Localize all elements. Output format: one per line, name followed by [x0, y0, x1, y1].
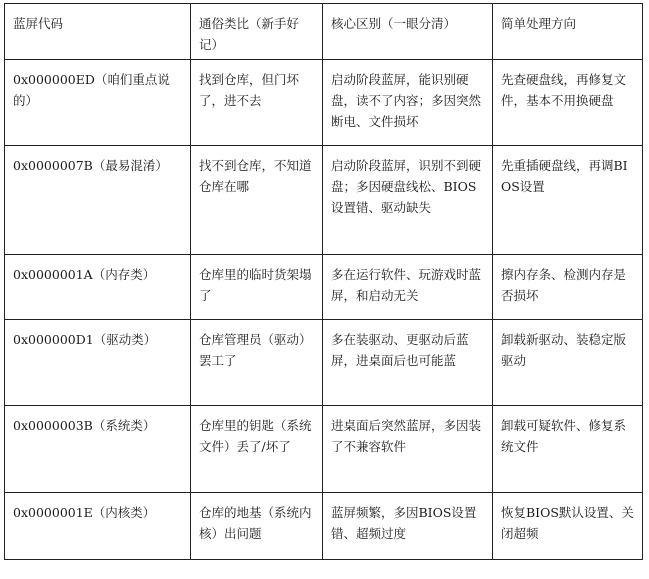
cell-fix: 擦内存条、检测内存是否损坏: [493, 255, 643, 320]
cell-code: 0x000000D1（驱动类）: [5, 320, 191, 406]
header-cell-code: 蓝屏代码: [5, 4, 191, 60]
cell-analogy: 仓库的地基（系统内核）出问题: [191, 493, 323, 560]
cell-fix: 恢复BIOS默认设置、关闭超频: [493, 493, 643, 560]
cell-fix: 先查硬盘线，再修复文件，基本不用换硬盘: [493, 60, 643, 146]
cell-difference: 进桌面后突然蓝屏，多因装了不兼容软件: [323, 406, 493, 493]
cell-difference: 多在装驱动、更驱动后蓝屏，进桌面后也可能蓝: [323, 320, 493, 406]
cell-analogy: 找到仓库，但门坏了，进不去: [191, 60, 323, 146]
cell-difference: 多在运行软件、玩游戏时蓝屏，和启动无关: [323, 255, 493, 320]
header-cell-analogy: 通俗类比（新手好记）: [191, 4, 323, 60]
cell-code: 0x000000ED（咱们重点说的）: [5, 60, 191, 146]
cell-fix: 卸载可疑软件、修复系统文件: [493, 406, 643, 493]
bsod-comparison-table-wrapper: [4, 3, 643, 560]
cell-analogy: 找不到仓库，不知道仓库在哪: [191, 146, 323, 255]
cell-fix: 先重插硬盘线，再调BIOS设置: [493, 146, 643, 255]
table-row: [5, 320, 643, 406]
cell-code: 0x0000001E（内核类）: [5, 493, 191, 560]
table-row: [5, 60, 643, 146]
cell-code: 0x0000001A（内存类）: [5, 255, 191, 320]
cell-analogy: 仓库里的临时货架塌了: [191, 255, 323, 320]
header-cell-difference: 核心区别（一眼分清）: [323, 4, 493, 60]
cell-code: 0x0000007B（最易混淆）: [5, 146, 191, 255]
cell-analogy: 仓库管理员（驱动）罢工了: [191, 320, 323, 406]
cell-difference: 蓝屏频繁，多因BIOS设置错、超频过度: [323, 493, 493, 560]
bsod-comparison-table: [4, 3, 643, 560]
cell-difference: 启动阶段蓝屏，识别不到硬盘；多因硬盘线松、BIOS设置错、驱动缺失: [323, 146, 493, 255]
header-cell-fix: 简单处理方向: [493, 4, 643, 60]
table-row: [5, 255, 643, 320]
cell-fix: 卸载新驱动、装稳定版驱动: [493, 320, 643, 406]
cell-analogy: 仓库里的钥匙（系统文件）丢了/坏了: [191, 406, 323, 493]
table-row: [5, 406, 643, 493]
cell-difference: 启动阶段蓝屏，能识别硬盘，读不了内容；多因突然断电、文件损坏: [323, 60, 493, 146]
table-row: [5, 146, 643, 255]
table-header-row: [5, 4, 643, 60]
cell-code: 0x0000003B（系统类）: [5, 406, 191, 493]
table-row: [5, 493, 643, 560]
